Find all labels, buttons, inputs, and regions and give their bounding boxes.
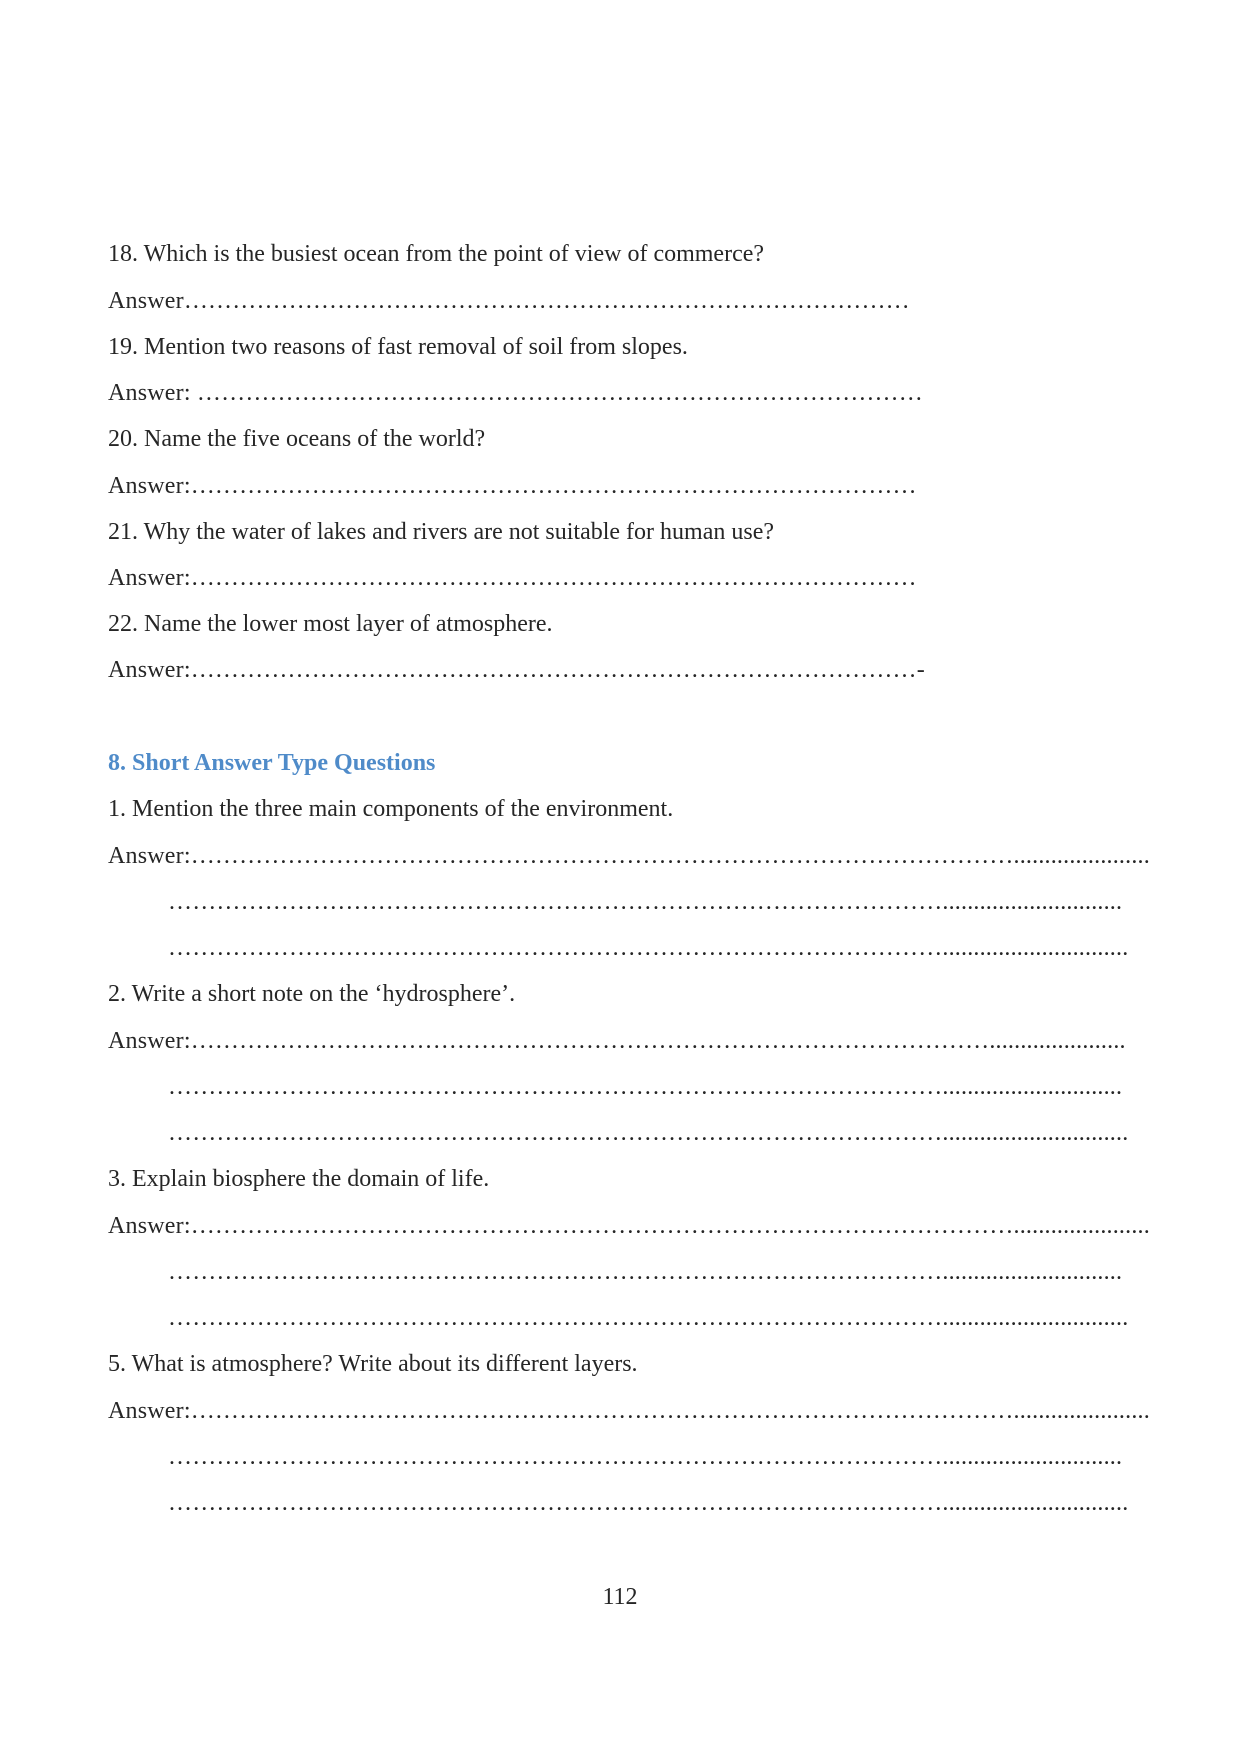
short-answer-continuation-1a: …………………………………………………………………………………….............................	[168, 889, 1123, 915]
answer-line-22: Answer:………………………………………………………………………………-	[108, 657, 925, 683]
short-question-1: 1. Mention the three main components of the environment.	[108, 796, 674, 822]
question-20: 20. Name the five oceans of the world?	[108, 426, 486, 452]
short-answer-line-5: Answer:…………………………………………………………………………………………......................	[108, 1398, 1150, 1424]
short-answer-continuation-5a: …………………………………………………………………………………….............................	[168, 1444, 1123, 1470]
short-answer-continuation-2b: ……………………………………………………………………………………..............................	[168, 1120, 1129, 1146]
answer-line-19: Answer: ………………………………………………………………………………	[108, 380, 923, 406]
answer-line-18: Answer………………………………………………………………………………	[108, 288, 910, 314]
short-question-5: 5. What is atmosphere? Write about its different layers.	[108, 1351, 638, 1377]
short-answer-continuation-1b: ……………………………………………………………………………………..............................	[168, 935, 1129, 961]
short-question-2: 2. Write a short note on the ‘hydrosphere’.	[108, 981, 516, 1007]
short-answer-line-3: Answer:…………………………………………………………………………………………......................	[108, 1213, 1150, 1239]
answer-line-20: Answer:………………………………………………………………………………	[108, 473, 917, 499]
short-answer-line-1: Answer:…………………………………………………………………………………………......................	[108, 843, 1150, 869]
short-answer-line-2: Answer:………………………………………………………………………………………......................	[108, 1028, 1126, 1054]
short-answer-continuation-5b: ……………………………………………………………………………………..............................	[168, 1490, 1129, 1516]
answer-line-21: Answer:………………………………………………………………………………	[108, 565, 917, 591]
section-heading: 8. Short Answer Type Questions	[108, 750, 436, 776]
short-answer-continuation-2a: …………………………………………………………………………………….............................	[168, 1074, 1123, 1100]
question-22: 22. Name the lower most layer of atmosphere.	[108, 611, 553, 637]
short-question-3: 3. Explain biosphere the domain of life.	[108, 1166, 490, 1192]
question-21: 21. Why the water of lakes and rivers are not suitable for human use?	[108, 519, 774, 545]
short-answer-continuation-3b: ……………………………………………………………………………………..............................	[168, 1305, 1129, 1331]
page-number: 112	[602, 1584, 638, 1610]
question-18: 18. Which is the busiest ocean from the point of view of commerce?	[108, 241, 765, 267]
short-answer-continuation-3a: …………………………………………………………………………………….............................	[168, 1259, 1123, 1285]
question-19: 19. Mention two reasons of fast removal of soil from slopes.	[108, 334, 688, 360]
